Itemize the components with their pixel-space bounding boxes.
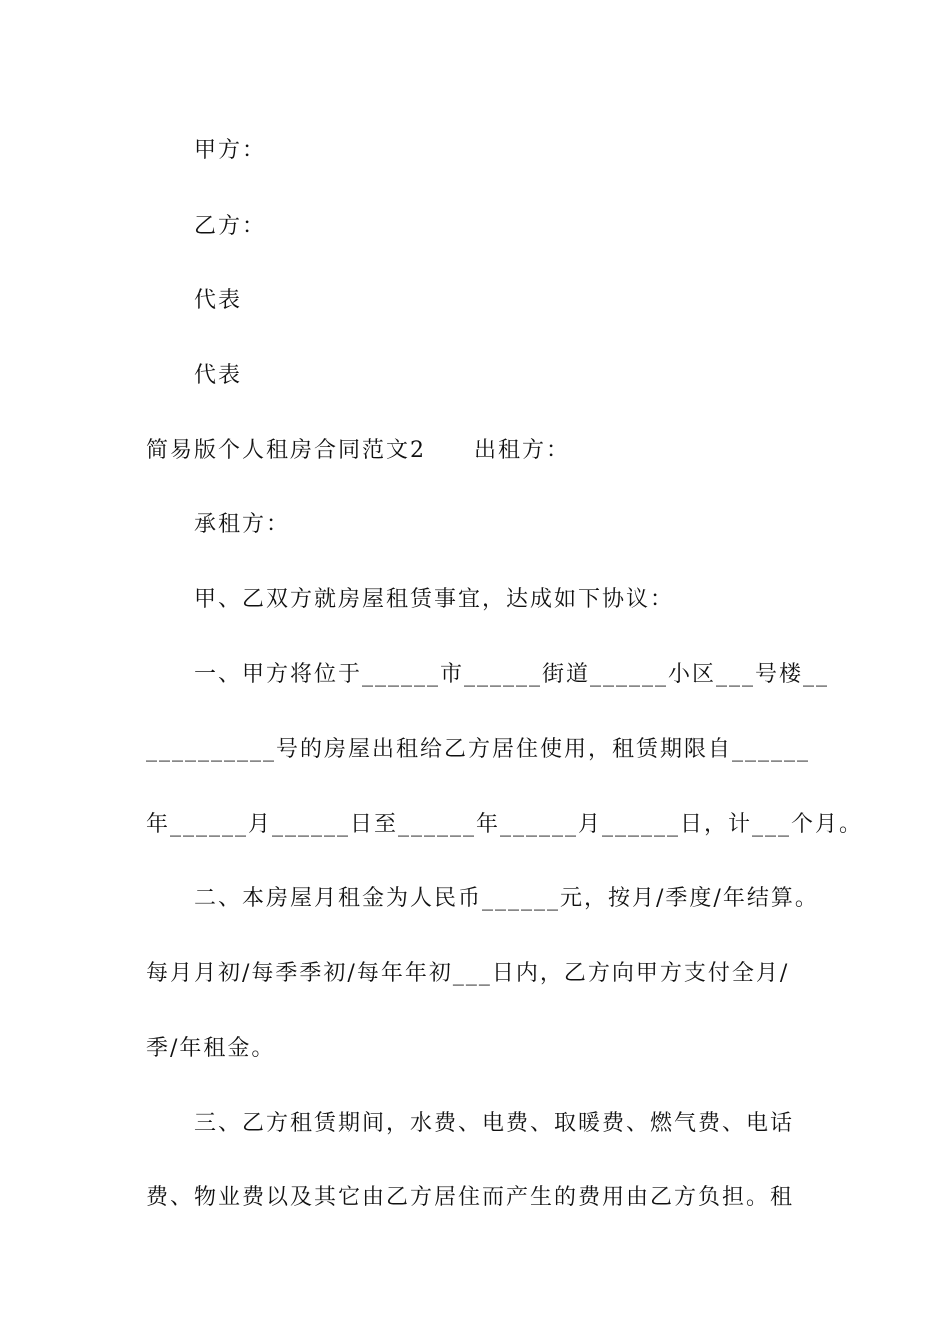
clause-2-line-1: 二、本房屋月租金为人民币______元，按月/季度/年结算。 <box>194 886 819 911</box>
party-a-label: 甲方： <box>194 138 267 163</box>
clause-3-line-2: 费、物业费以及其它由乙方居住而产生的费用由乙方负担。租 <box>146 1185 795 1210</box>
contract-title-line: 简易版个人租房合同范文2 出租方： <box>146 438 570 463</box>
clause-2-line-3: 季/年租金。 <box>146 1036 276 1061</box>
party-b-label: 乙方： <box>194 214 267 239</box>
clause-1-line-2: __________号的房屋出租给乙方居住使用，租赁期限自______ <box>146 737 811 762</box>
tenant-label: 承租方： <box>194 512 291 537</box>
clause-1-line-1: 一、甲方将位于______市______街道______小区___号楼__ <box>194 662 830 687</box>
representative-label: 代表 <box>194 288 243 313</box>
clause-2-line-2: 每月月初/每季季初/每年年初___日内，乙方向甲方支付全月/ <box>146 961 790 986</box>
agreement-intro: 甲、乙双方就房屋租赁事宜，达成如下协议： <box>194 587 675 612</box>
clause-3-line-1: 三、乙方租赁期间，水费、电费、取暖费、燃气费、电话 <box>194 1111 795 1136</box>
representative-label: 代表 <box>194 363 243 388</box>
clause-1-line-3: 年______月______日至______年______月______日，计___个月。 <box>146 812 864 837</box>
